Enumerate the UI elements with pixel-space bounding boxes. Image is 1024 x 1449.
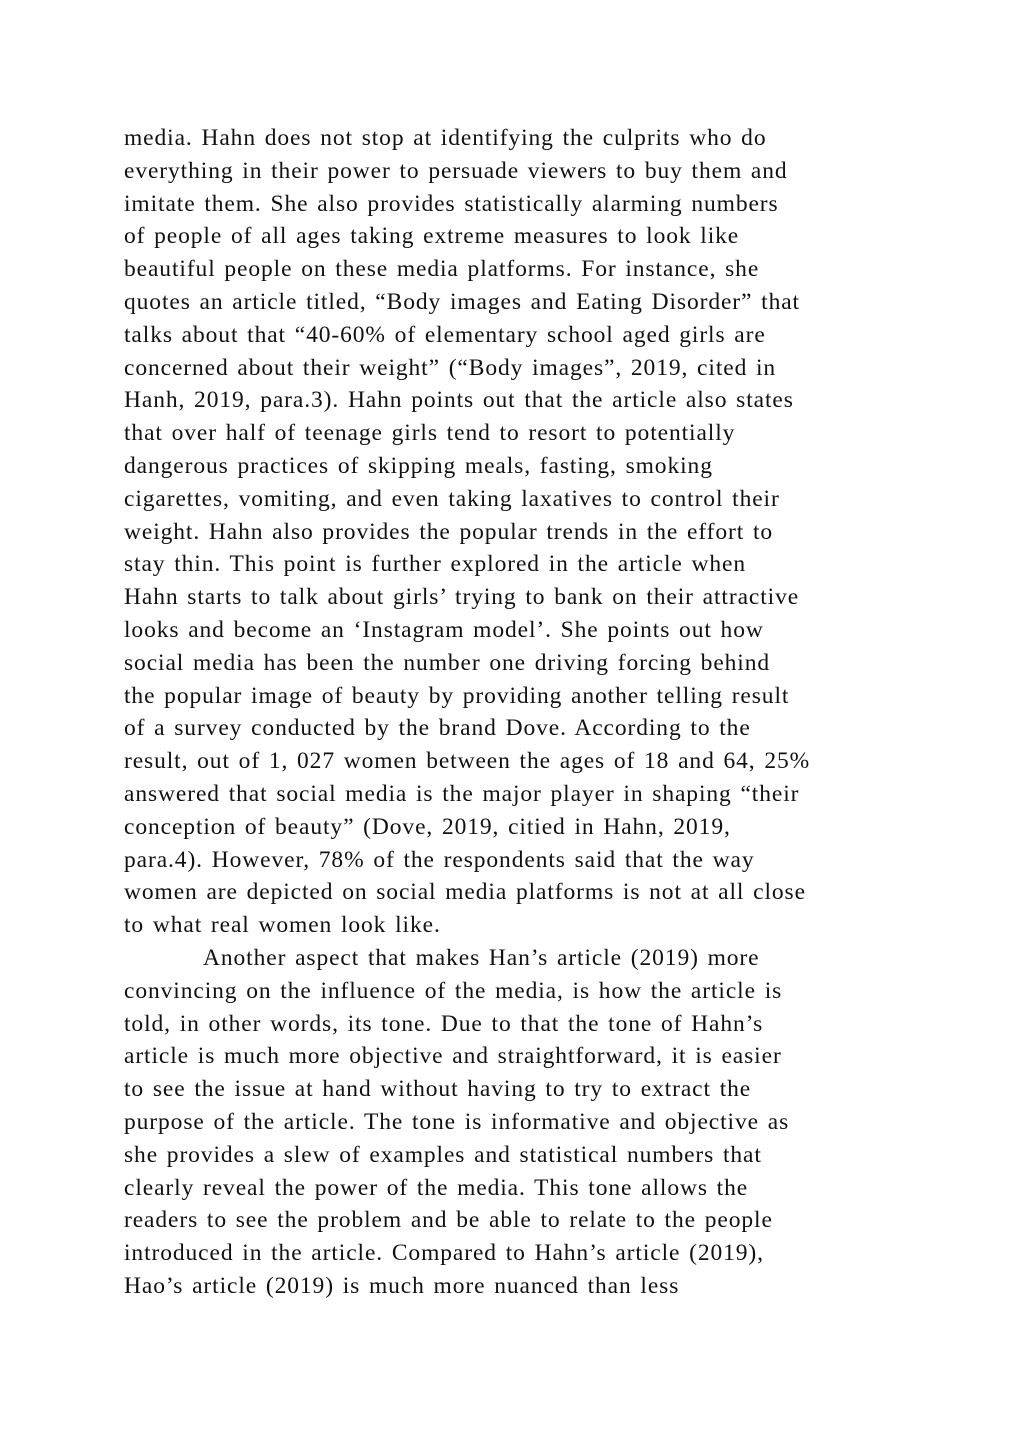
text-line: to what real women look like. xyxy=(124,912,441,939)
paragraph-2 xyxy=(124,942,914,1303)
text-line: conception of beauty” (Dove, 2019, citied in Hahn, 2019, xyxy=(124,813,731,840)
text-line: social media has been the number one driving forcing behind xyxy=(124,649,771,676)
text-line: imitate them. She also provides statistically alarming numbers xyxy=(124,190,779,217)
text-line: stay thin. This point is further explored in the article when xyxy=(124,551,747,578)
text-line: article is much more objective and straightforward, it is easier xyxy=(124,1043,782,1070)
text-line: of a survey conducted by the brand Dove. According to the xyxy=(124,715,751,742)
text-line: she provides a slew of examples and statistical numbers that xyxy=(124,1141,762,1168)
text-line: clearly reveal the power of the media. This tone allows the xyxy=(124,1174,749,1201)
text-line: looks and become an ‘Instagram model’. She points out how xyxy=(124,616,764,643)
text-line: women are depicted on social media platforms is not at all close xyxy=(124,879,806,906)
text-line: told, in other words, its tone. Due to that the tone of Hahn’s xyxy=(124,1010,764,1037)
text-line: Hao’s article (2019) is much more nuanced than less xyxy=(124,1272,680,1299)
text-line: convincing on the influence of the media, is how the article is xyxy=(124,977,783,1004)
text-line: to see the issue at hand without having to try to extract the xyxy=(124,1076,752,1103)
text-line: weight. Hahn also provides the popular trends in the effort to xyxy=(124,518,774,545)
text-line: of people of all ages taking extreme measures to look like xyxy=(124,223,740,250)
text-line: beautiful people on these media platforms. For instance, she xyxy=(124,256,760,283)
text-line: quotes an article titled, “Body images and Eating Disorder” that xyxy=(124,288,800,315)
text-line: result, out of 1, 027 women between the ages of 18 and 64, 25% xyxy=(124,748,811,775)
text-line: Hanh, 2019, para.3). Hahn points out that the article also states xyxy=(124,387,794,414)
text-line: media. Hahn does not stop at identifying the culprits who do xyxy=(124,125,767,151)
text-line: that over half of teenage girls tend to resort to potentially xyxy=(124,420,736,447)
text-line: cigarettes, vomiting, and even taking laxatives to control their xyxy=(124,485,780,512)
text-line: Hahn starts to talk about girls’ trying to bank on their attractive xyxy=(124,584,800,611)
text-line: concerned about their weight” (“Body images”, 2019, cited in xyxy=(124,354,777,381)
text-line: para.4). However, 78% of the respondents said that the way xyxy=(124,846,755,873)
text-line: dangerous practices of skipping meals, fasting, smoking xyxy=(124,452,713,479)
document-body xyxy=(124,122,914,1303)
text-line: everything in their power to persuade viewers to buy them and xyxy=(124,157,788,184)
text-line: the popular image of beauty by providing another telling result xyxy=(124,682,790,709)
text-line: purpose of the article. The tone is informative and objective as xyxy=(124,1108,790,1135)
text-line: readers to see the problem and be able to relate to the people xyxy=(124,1207,773,1234)
text-line: answered that social media is the major player in shaping “their xyxy=(124,780,800,807)
text-line: talks about that “40-60% of elementary school aged girls are xyxy=(124,321,766,348)
text-line: Another aspect that makes Han’s article (2019) more xyxy=(203,944,760,971)
text-line: introduced in the article. Compared to Hahn’s article (2019), xyxy=(124,1240,764,1267)
paragraph-1 xyxy=(124,122,914,942)
